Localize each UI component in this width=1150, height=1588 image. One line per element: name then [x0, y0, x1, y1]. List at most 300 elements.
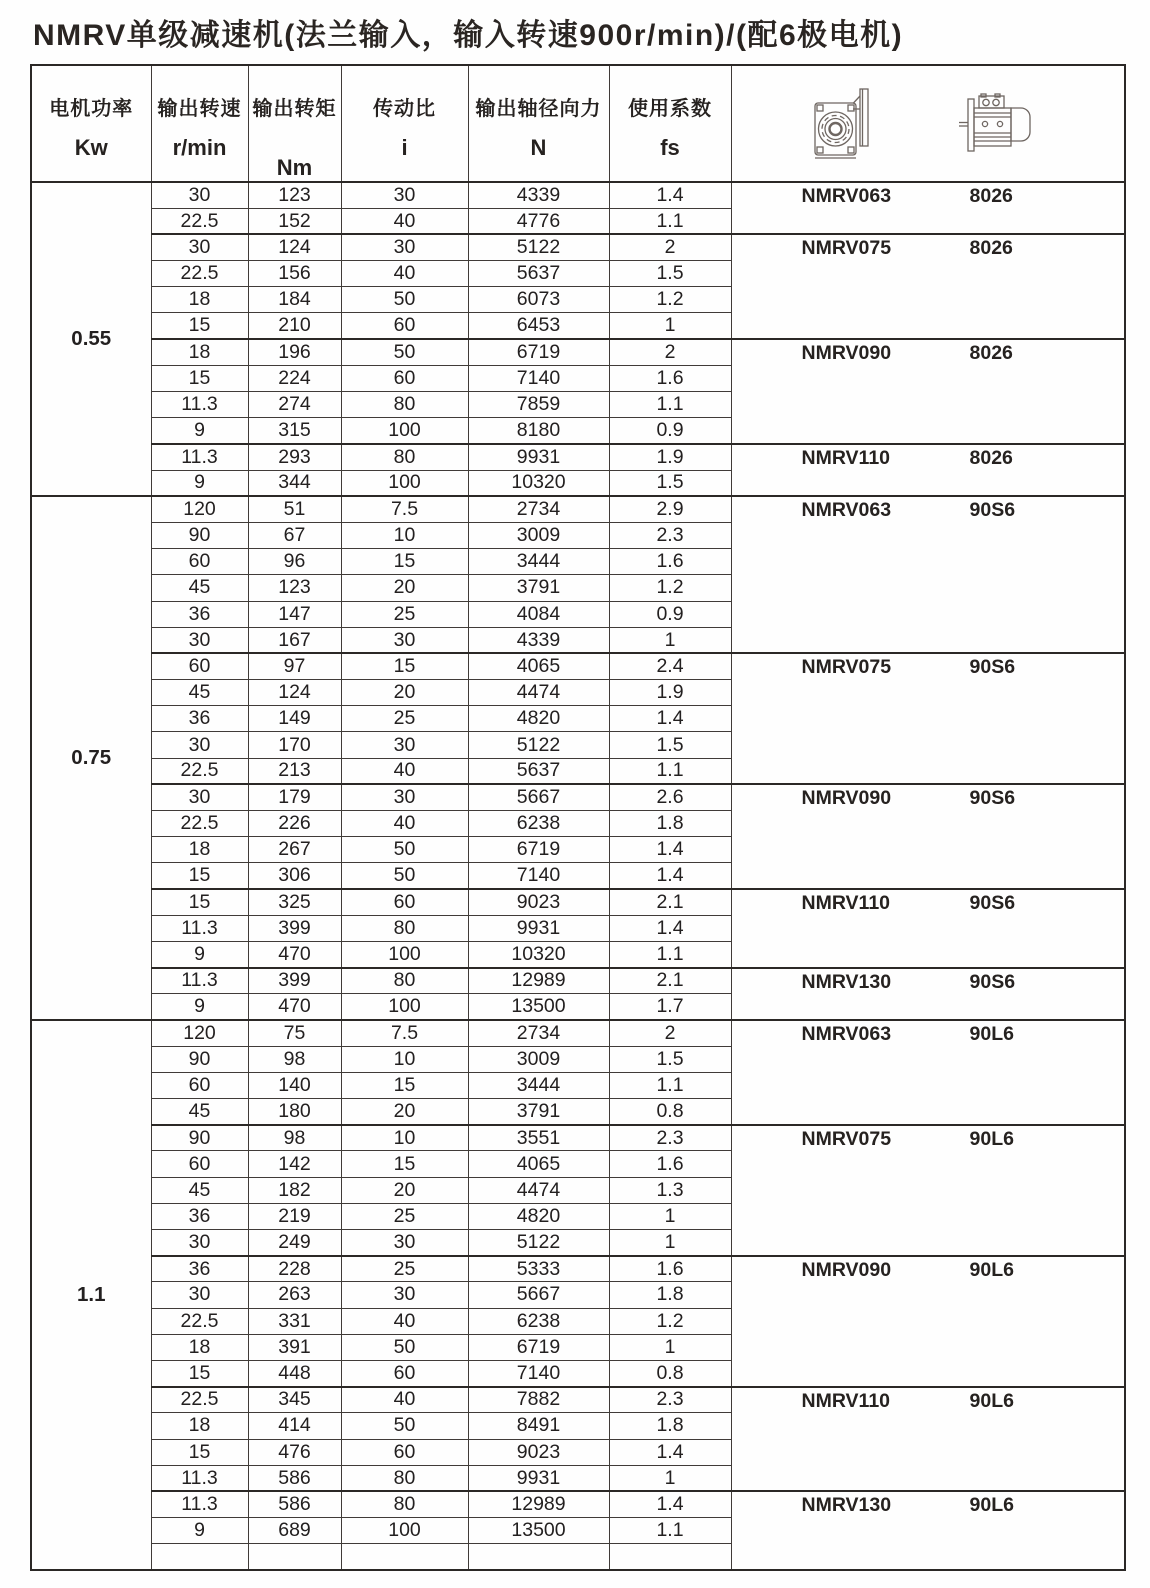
cell-output-torque: 399 — [248, 968, 341, 994]
cell-service-factor: 1.6 — [609, 1256, 731, 1282]
cell-radial-force: 6238 — [468, 1308, 609, 1334]
cell-ratio: 80 — [341, 1465, 468, 1491]
cell-output-torque: 306 — [248, 863, 341, 889]
cell-output-speed: 90 — [151, 1125, 248, 1151]
motor-model: 90L6 — [969, 1258, 1014, 1281]
table-row — [31, 1491, 1125, 1517]
cell-ratio: 40 — [341, 1308, 468, 1334]
cell-output-speed: 36 — [151, 601, 248, 627]
cell-ratio: 15 — [341, 549, 468, 575]
cell-ratio: 30 — [341, 784, 468, 810]
cell-ratio: 30 — [341, 234, 468, 260]
cell-ratio: 10 — [341, 1125, 468, 1151]
cell-output-speed: 90 — [151, 1046, 248, 1072]
cell-output-torque: 124 — [248, 234, 341, 260]
cell-output-torque: 123 — [248, 575, 341, 601]
header-row — [31, 65, 1125, 182]
cell-ratio: 60 — [341, 313, 468, 339]
cell-service-factor: 1.2 — [609, 575, 731, 601]
cell-service-factor: 1 — [609, 1230, 731, 1256]
header-output-torque-unit: Nm — [276, 155, 313, 180]
cell-output-torque: 98 — [248, 1125, 341, 1151]
cell-service-factor: 2 — [609, 1020, 731, 1046]
cell-ratio: 25 — [341, 1256, 468, 1282]
cell-models — [731, 234, 1125, 339]
table-row — [31, 653, 1125, 679]
cell-models — [731, 1020, 1125, 1125]
gearbox-model: NMRV090 — [801, 787, 892, 810]
table-row — [31, 1387, 1125, 1413]
cell-output-torque: 98 — [248, 1046, 341, 1072]
cell-ratio: 100 — [341, 941, 468, 967]
cell-output-speed: 15 — [151, 1360, 248, 1386]
cell-models — [731, 1256, 1125, 1387]
cell-ratio: 20 — [341, 575, 468, 601]
cell-ratio: 40 — [341, 1387, 468, 1413]
cell-output-speed: 45 — [151, 1099, 248, 1125]
table-row — [31, 889, 1125, 915]
cell-ratio: 15 — [341, 1072, 468, 1098]
gearbox-model: NMRV130 — [801, 970, 892, 993]
cell-output-speed: 18 — [151, 287, 248, 313]
cell-output-speed: 36 — [151, 706, 248, 732]
cell-radial-force: 4474 — [468, 680, 609, 706]
gearbox-model: NMRV110 — [801, 446, 891, 469]
cell-radial-force: 10320 — [468, 941, 609, 967]
cell-service-factor: 1.9 — [609, 680, 731, 706]
table-row — [31, 496, 1125, 522]
cell-output-torque: 331 — [248, 1308, 341, 1334]
cell-output-speed: 15 — [151, 863, 248, 889]
cell-output-speed: 120 — [151, 1020, 248, 1046]
table-row — [31, 1256, 1125, 1282]
cell-output-torque: 156 — [248, 261, 341, 287]
cell-radial-force: 6453 — [468, 313, 609, 339]
cell-radial-force: 7140 — [468, 863, 609, 889]
cell-service-factor: 1.4 — [609, 1439, 731, 1465]
cell-ratio: 10 — [341, 1046, 468, 1072]
cell-output-speed: 60 — [151, 1072, 248, 1098]
gearbox-model: NMRV075 — [801, 237, 892, 260]
cell-output-torque: 184 — [248, 287, 341, 313]
cell-output-torque: 267 — [248, 837, 341, 863]
cell-output-speed: 9 — [151, 994, 248, 1020]
cell-service-factor: 2.1 — [609, 889, 731, 915]
cell-radial-force: 7140 — [468, 1360, 609, 1386]
header-radial-force-unit: N — [530, 135, 547, 160]
cell-models — [731, 1491, 1125, 1570]
cell-output-speed: 15 — [151, 1439, 248, 1465]
cell-service-factor: 1.8 — [609, 1282, 731, 1308]
cell-radial-force: 4065 — [468, 1151, 609, 1177]
cell-radial-force: 8180 — [468, 418, 609, 444]
cell-ratio: 20 — [341, 680, 468, 706]
cell-ratio: 50 — [341, 1413, 468, 1439]
cell-ratio: 50 — [341, 863, 468, 889]
cell-ratio: 80 — [341, 915, 468, 941]
cell-service-factor: 1.4 — [609, 1491, 731, 1517]
cell-service-factor: 1.4 — [609, 182, 731, 208]
gearbox-model: NMRV090 — [801, 342, 892, 365]
table-row — [31, 1020, 1125, 1046]
cell-service-factor: 1.6 — [609, 1151, 731, 1177]
cell-service-factor — [609, 1544, 731, 1570]
cell-models — [731, 444, 1125, 496]
motor-model: 90L6 — [969, 1023, 1014, 1045]
gearbox-model: NMRV063 — [801, 185, 892, 207]
cell-output-torque: 345 — [248, 1387, 341, 1413]
cell-service-factor: 1 — [609, 627, 731, 653]
cell-output-torque: 315 — [248, 418, 341, 444]
motor-model: 8026 — [969, 446, 1013, 469]
cell-output-speed: 45 — [151, 680, 248, 706]
cell-service-factor: 1.9 — [609, 444, 731, 470]
cell-output-torque: 399 — [248, 915, 341, 941]
cell-output-torque: 97 — [248, 653, 341, 679]
cell-models — [731, 968, 1125, 1020]
cell-output-torque: 391 — [248, 1334, 341, 1360]
cell-ratio: 40 — [341, 758, 468, 784]
cell-models — [731, 1387, 1125, 1492]
cell-output-torque: 123 — [248, 182, 341, 208]
table-row — [31, 339, 1125, 365]
cell-service-factor: 0.8 — [609, 1099, 731, 1125]
header-motor-power-cn: 电机功率 — [49, 98, 134, 120]
cell-output-speed: 60 — [151, 653, 248, 679]
cell-output-speed: 30 — [151, 627, 248, 653]
header-output-speed-cn: 输出转速 — [157, 98, 242, 120]
cell-output-speed: 18 — [151, 837, 248, 863]
cell-radial-force: 5333 — [468, 1256, 609, 1282]
cell-ratio: 100 — [341, 418, 468, 444]
cell-service-factor: 1 — [609, 1203, 731, 1229]
cell-service-factor: 0.9 — [609, 418, 731, 444]
cell-output-torque: 224 — [248, 365, 341, 391]
cell-service-factor: 2 — [609, 339, 731, 365]
gearbox-model: NMRV090 — [801, 1258, 892, 1281]
cell-radial-force: 10320 — [468, 470, 609, 496]
cell-ratio: 60 — [341, 1439, 468, 1465]
cell-output-speed: 15 — [151, 365, 248, 391]
cell-output-speed: 30 — [151, 182, 248, 208]
cell-ratio: 60 — [341, 365, 468, 391]
gearbox-model: NMRV075 — [801, 656, 892, 679]
cell-radial-force: 4776 — [468, 208, 609, 234]
table-row — [31, 234, 1125, 260]
cell-ratio: 10 — [341, 522, 468, 548]
cell-motor-power: 0.75 — [31, 496, 151, 1020]
cell-radial-force: 7859 — [468, 392, 609, 418]
cell-service-factor: 1 — [609, 313, 731, 339]
cell-radial-force: 4084 — [468, 601, 609, 627]
cell-output-torque: 586 — [248, 1465, 341, 1491]
spec-table-body — [31, 182, 1125, 1570]
cell-output-torque: 414 — [248, 1413, 341, 1439]
gearbox-model: NMRV110 — [801, 1389, 891, 1412]
cell-service-factor: 2.4 — [609, 653, 731, 679]
cell-service-factor: 1.4 — [609, 706, 731, 732]
cell-radial-force: 6238 — [468, 811, 609, 837]
cell-output-speed: 22.5 — [151, 1387, 248, 1413]
cell-service-factor: 1 — [609, 1334, 731, 1360]
cell-output-torque: 51 — [248, 496, 341, 522]
cell-service-factor: 1.1 — [609, 392, 731, 418]
cell-service-factor: 1.5 — [609, 732, 731, 758]
cell-service-factor: 1.1 — [609, 758, 731, 784]
cell-ratio: 30 — [341, 1230, 468, 1256]
cell-output-torque: 448 — [248, 1360, 341, 1386]
cell-radial-force: 9931 — [468, 444, 609, 470]
cell-radial-force: 3551 — [468, 1125, 609, 1151]
cell-output-torque: 213 — [248, 758, 341, 784]
cell-radial-force: 3444 — [468, 549, 609, 575]
gearbox-model: NMRV075 — [801, 1127, 892, 1150]
cell-radial-force: 4339 — [468, 182, 609, 208]
page-title: NMRV单级减速机(法兰输入，输入转速900r/min)/(配6极电机) — [33, 19, 904, 52]
cell-ratio: 7.5 — [341, 496, 468, 522]
cell-radial-force: 6719 — [468, 339, 609, 365]
cell-output-speed: 9 — [151, 941, 248, 967]
table-row — [31, 1125, 1125, 1151]
motor-model: 90S6 — [969, 892, 1016, 915]
cell-service-factor: 0.9 — [609, 601, 731, 627]
cell-ratio: 40 — [341, 261, 468, 287]
gearbox-model: NMRV063 — [801, 1023, 892, 1045]
gearbox-model: NMRV063 — [801, 499, 892, 522]
cell-radial-force: 2734 — [468, 1020, 609, 1046]
cell-radial-force: 8491 — [468, 1413, 609, 1439]
cell-output-speed: 30 — [151, 234, 248, 260]
motor-model: 8026 — [969, 342, 1013, 365]
cell-output-torque: 470 — [248, 941, 341, 967]
cell-ratio: 100 — [341, 1518, 468, 1544]
header-motor-power-unit: Kw — [74, 135, 108, 160]
cell-ratio: 60 — [341, 1360, 468, 1386]
cell-output-speed: 22.5 — [151, 208, 248, 234]
cell-ratio: 40 — [341, 811, 468, 837]
motor-model: 90L6 — [969, 1127, 1014, 1150]
cell-service-factor: 1.1 — [609, 1072, 731, 1098]
cell-output-speed: 11.3 — [151, 444, 248, 470]
motor-icon — [958, 93, 1034, 155]
cell-radial-force: 5667 — [468, 1282, 609, 1308]
cell-models — [731, 339, 1125, 444]
cell-models — [731, 784, 1125, 889]
cell-output-speed: 45 — [151, 1177, 248, 1203]
cell-ratio: 100 — [341, 470, 468, 496]
cell-ratio: 80 — [341, 444, 468, 470]
cell-radial-force: 6719 — [468, 837, 609, 863]
cell-radial-force: 4820 — [468, 1203, 609, 1229]
cell-radial-force: 5637 — [468, 758, 609, 784]
cell-ratio: 15 — [341, 1151, 468, 1177]
cell-service-factor: 1.1 — [609, 1518, 731, 1544]
cell-service-factor: 1.3 — [609, 1177, 731, 1203]
cell-output-torque — [248, 1544, 341, 1570]
cell-output-speed — [151, 1544, 248, 1570]
cell-output-torque: 226 — [248, 811, 341, 837]
table-row — [31, 444, 1125, 470]
cell-output-speed: 11.3 — [151, 968, 248, 994]
cell-radial-force: 3791 — [468, 1099, 609, 1125]
header-output-torque-cn: 输出转矩 — [252, 98, 337, 120]
header-service-factor-cn: 使用系数 — [628, 98, 712, 120]
cell-radial-force: 6719 — [468, 1334, 609, 1360]
cell-output-torque: 210 — [248, 313, 341, 339]
cell-models — [731, 496, 1125, 653]
cell-output-torque: 147 — [248, 601, 341, 627]
header-radial-force — [468, 65, 609, 182]
cell-ratio: 50 — [341, 287, 468, 313]
motor-model: 8026 — [969, 185, 1013, 207]
cell-output-torque: 152 — [248, 208, 341, 234]
header-service-factor-unit: fs — [660, 135, 680, 160]
cell-output-torque: 124 — [248, 680, 341, 706]
cell-radial-force: 5637 — [468, 261, 609, 287]
cell-output-torque: 182 — [248, 1177, 341, 1203]
cell-output-torque: 142 — [248, 1151, 341, 1177]
cell-radial-force: 12989 — [468, 968, 609, 994]
cell-radial-force — [468, 1544, 609, 1570]
cell-radial-force: 7140 — [468, 365, 609, 391]
cell-output-speed: 30 — [151, 784, 248, 810]
cell-radial-force: 9931 — [468, 1465, 609, 1491]
cell-ratio: 7.5 — [341, 1020, 468, 1046]
cell-output-speed: 60 — [151, 1151, 248, 1177]
cell-output-torque: 325 — [248, 889, 341, 915]
cell-service-factor: 1.8 — [609, 1413, 731, 1439]
cell-models — [731, 653, 1125, 784]
cell-output-speed: 18 — [151, 1334, 248, 1360]
table-row — [31, 968, 1125, 994]
cell-radial-force: 3444 — [468, 1072, 609, 1098]
cell-service-factor: 1.5 — [609, 470, 731, 496]
cell-service-factor: 1.5 — [609, 261, 731, 287]
cell-output-speed: 15 — [151, 889, 248, 915]
cell-output-speed: 9 — [151, 418, 248, 444]
cell-radial-force: 5122 — [468, 732, 609, 758]
cell-output-torque: 219 — [248, 1203, 341, 1229]
cell-motor-power: 1.1 — [31, 1020, 151, 1570]
cell-output-torque: 470 — [248, 994, 341, 1020]
motor-model: 90S6 — [969, 787, 1016, 810]
cell-output-torque: 180 — [248, 1099, 341, 1125]
table-row — [31, 784, 1125, 810]
cell-output-torque: 170 — [248, 732, 341, 758]
header-output-speed-unit: r/min — [172, 135, 227, 160]
motor-model: 90S6 — [969, 656, 1016, 679]
cell-service-factor: 1.4 — [609, 915, 731, 941]
motor-model: 90S6 — [969, 499, 1016, 522]
cell-radial-force: 9931 — [468, 915, 609, 941]
header-ratio — [341, 65, 468, 182]
cell-service-factor: 0.8 — [609, 1360, 731, 1386]
cell-radial-force: 13500 — [468, 994, 609, 1020]
cell-output-torque: 476 — [248, 1439, 341, 1465]
cell-models — [731, 889, 1125, 968]
cell-output-speed: 120 — [151, 496, 248, 522]
cell-ratio: 25 — [341, 706, 468, 732]
cell-output-torque: 149 — [248, 706, 341, 732]
cell-radial-force: 4339 — [468, 627, 609, 653]
cell-radial-force: 3009 — [468, 522, 609, 548]
cell-output-speed: 60 — [151, 549, 248, 575]
cell-service-factor: 1 — [609, 1465, 731, 1491]
gearbox-model: NMRV130 — [801, 1494, 892, 1517]
cell-service-factor: 2.1 — [609, 968, 731, 994]
cell-service-factor: 2.9 — [609, 496, 731, 522]
cell-output-speed: 90 — [151, 522, 248, 548]
cell-output-speed: 30 — [151, 1230, 248, 1256]
cell-output-speed: 11.3 — [151, 392, 248, 418]
gearbox-icon — [812, 86, 870, 162]
cell-output-torque: 274 — [248, 392, 341, 418]
cell-output-speed: 18 — [151, 339, 248, 365]
cell-output-torque: 689 — [248, 1518, 341, 1544]
cell-radial-force: 3791 — [468, 575, 609, 601]
cell-output-speed: 9 — [151, 1518, 248, 1544]
cell-ratio: 30 — [341, 732, 468, 758]
motor-model: 90L6 — [969, 1389, 1014, 1412]
header-output-torque — [248, 65, 341, 182]
cell-service-factor: 2.3 — [609, 1125, 731, 1151]
header-service-factor — [609, 65, 731, 182]
cell-service-factor: 1.8 — [609, 811, 731, 837]
cell-service-factor: 1.4 — [609, 837, 731, 863]
cell-output-speed: 11.3 — [151, 1491, 248, 1517]
header-radial-force-cn: 输出轴径向力 — [475, 98, 602, 120]
cell-output-torque: 167 — [248, 627, 341, 653]
cell-radial-force: 6073 — [468, 287, 609, 313]
cell-ratio: 30 — [341, 182, 468, 208]
cell-output-speed: 22.5 — [151, 811, 248, 837]
cell-output-speed: 36 — [151, 1256, 248, 1282]
gearbox-spec-table — [30, 64, 1126, 1571]
cell-service-factor: 2.3 — [609, 522, 731, 548]
cell-radial-force: 2734 — [468, 496, 609, 522]
cell-ratio: 100 — [341, 994, 468, 1020]
cell-output-speed: 30 — [151, 732, 248, 758]
cell-ratio: 40 — [341, 208, 468, 234]
cell-output-speed: 18 — [151, 1413, 248, 1439]
cell-ratio: 25 — [341, 1203, 468, 1229]
cell-radial-force: 3009 — [468, 1046, 609, 1072]
cell-ratio: 80 — [341, 968, 468, 994]
cell-ratio: 25 — [341, 601, 468, 627]
cell-ratio: 50 — [341, 1334, 468, 1360]
cell-output-speed: 9 — [151, 470, 248, 496]
cell-radial-force: 7882 — [468, 1387, 609, 1413]
cell-output-torque: 344 — [248, 470, 341, 496]
header-ratio-unit: i — [401, 135, 408, 160]
cell-radial-force: 5122 — [468, 1230, 609, 1256]
cell-output-speed: 22.5 — [151, 758, 248, 784]
cell-radial-force: 4474 — [468, 1177, 609, 1203]
cell-output-speed: 36 — [151, 1203, 248, 1229]
cell-radial-force: 5122 — [468, 234, 609, 260]
cell-ratio — [341, 1544, 468, 1570]
motor-model: 8026 — [969, 237, 1013, 260]
cell-ratio: 50 — [341, 339, 468, 365]
cell-output-torque: 67 — [248, 522, 341, 548]
cell-ratio: 30 — [341, 1282, 468, 1308]
cell-service-factor: 1.1 — [609, 208, 731, 234]
cell-output-torque: 179 — [248, 784, 341, 810]
cell-service-factor: 2.6 — [609, 784, 731, 810]
cell-output-torque: 75 — [248, 1020, 341, 1046]
cell-service-factor: 1.2 — [609, 1308, 731, 1334]
cell-output-torque: 249 — [248, 1230, 341, 1256]
